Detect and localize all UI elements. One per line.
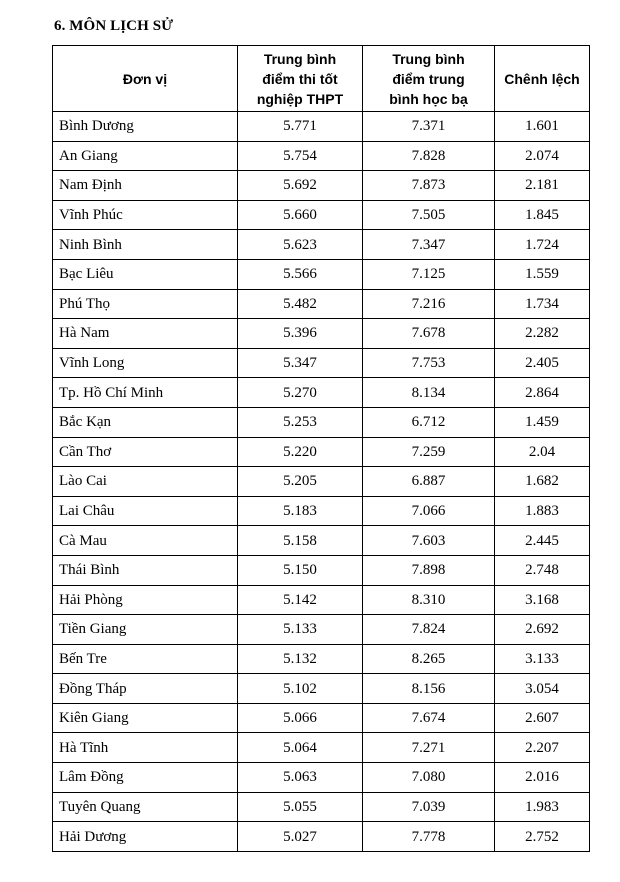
table-row [53, 526, 590, 556]
cell-unit: Lai Châu [53, 496, 238, 526]
cell-unit: Ninh Bình [53, 230, 238, 260]
cell-transcript-avg: 7.271 [363, 733, 495, 763]
cell-exam-avg: 5.066 [238, 703, 363, 733]
header-exam-avg-line-1: Trung bình [263, 50, 337, 67]
cell-difference: 2.864 [495, 378, 590, 408]
cell-difference: 1.559 [495, 259, 590, 289]
cell-difference: 1.601 [495, 112, 590, 142]
cell-transcript-avg: 6.887 [363, 467, 495, 497]
cell-difference: 2.207 [495, 733, 590, 763]
cell-transcript-avg: 7.039 [363, 792, 495, 822]
cell-transcript-avg: 7.505 [363, 200, 495, 230]
cell-exam-avg: 5.142 [238, 585, 363, 615]
table-row [53, 615, 590, 645]
cell-difference: 2.016 [495, 763, 590, 793]
cell-transcript-avg: 7.125 [363, 259, 495, 289]
cell-unit: Lào Cai [53, 467, 238, 497]
header-transcript-avg-line-3: bình học bạ [389, 90, 468, 107]
cell-transcript-avg: 8.310 [363, 585, 495, 615]
header-exam-avg-line-3: nghiệp THPT [256, 90, 344, 107]
table-row [53, 674, 590, 704]
table-row [53, 200, 590, 230]
cell-transcript-avg: 7.898 [363, 555, 495, 585]
table-row [53, 171, 590, 201]
cell-transcript-avg: 7.371 [363, 112, 495, 142]
cell-exam-avg: 5.102 [238, 674, 363, 704]
cell-difference: 3.133 [495, 644, 590, 674]
table-row [53, 289, 590, 319]
table-row [53, 763, 590, 793]
cell-transcript-avg: 7.347 [363, 230, 495, 260]
history-score-table [52, 45, 590, 852]
cell-exam-avg: 5.220 [238, 437, 363, 467]
table-row [53, 407, 590, 437]
table-row [53, 644, 590, 674]
cell-transcript-avg: 7.674 [363, 703, 495, 733]
cell-exam-avg: 5.771 [238, 112, 363, 142]
cell-transcript-avg: 7.778 [363, 822, 495, 852]
cell-unit: Tuyên Quang [53, 792, 238, 822]
cell-unit: Bình Dương [53, 112, 238, 142]
header-exam-avg [238, 46, 363, 112]
cell-transcript-avg: 7.603 [363, 526, 495, 556]
table-row [53, 378, 590, 408]
cell-difference: 2.074 [495, 141, 590, 171]
cell-difference: 1.845 [495, 200, 590, 230]
table-row [53, 822, 590, 852]
table-row [53, 437, 590, 467]
header-unit [53, 46, 238, 112]
section-title: 6. MÔN LỊCH SỬ [54, 18, 174, 34]
table-row [53, 467, 590, 497]
cell-unit: Hải Phòng [53, 585, 238, 615]
cell-exam-avg: 5.150 [238, 555, 363, 585]
cell-difference: 2.692 [495, 615, 590, 645]
cell-unit: Bạc Liêu [53, 259, 238, 289]
cell-transcript-avg: 7.259 [363, 437, 495, 467]
cell-transcript-avg: 8.156 [363, 674, 495, 704]
cell-exam-avg: 5.158 [238, 526, 363, 556]
cell-exam-avg: 5.132 [238, 644, 363, 674]
cell-exam-avg: 5.270 [238, 378, 363, 408]
cell-unit: Cần Thơ [53, 437, 238, 467]
cell-transcript-avg: 7.066 [363, 496, 495, 526]
cell-transcript-avg: 7.080 [363, 763, 495, 793]
cell-difference: 1.734 [495, 289, 590, 319]
cell-transcript-avg: 6.712 [363, 407, 495, 437]
table-header-row [53, 46, 590, 112]
cell-exam-avg: 5.205 [238, 467, 363, 497]
cell-unit: Nam Định [53, 171, 238, 201]
header-transcript-avg [363, 46, 495, 112]
cell-unit: Hà Tĩnh [53, 733, 238, 763]
cell-unit: Tiền Giang [53, 615, 238, 645]
table-row [53, 348, 590, 378]
cell-exam-avg: 5.055 [238, 792, 363, 822]
cell-exam-avg: 5.396 [238, 319, 363, 349]
cell-exam-avg: 5.347 [238, 348, 363, 378]
cell-exam-avg: 5.064 [238, 733, 363, 763]
cell-unit: Vĩnh Phúc [53, 200, 238, 230]
cell-exam-avg: 5.133 [238, 615, 363, 645]
cell-exam-avg: 5.692 [238, 171, 363, 201]
header-transcript-avg-line-1: Trung bình [392, 50, 465, 67]
cell-difference: 2.607 [495, 703, 590, 733]
cell-unit: Bến Tre [53, 644, 238, 674]
cell-difference: 2.445 [495, 526, 590, 556]
cell-difference: 1.883 [495, 496, 590, 526]
header-transcript-avg-line-2: điểm trung [392, 70, 465, 87]
table-row [53, 733, 590, 763]
cell-unit: Vĩnh Long [53, 348, 238, 378]
cell-difference: 2.752 [495, 822, 590, 852]
cell-difference: 2.748 [495, 555, 590, 585]
cell-transcript-avg: 7.216 [363, 289, 495, 319]
cell-exam-avg: 5.754 [238, 141, 363, 171]
cell-exam-avg: 5.183 [238, 496, 363, 526]
header-unit-label: Đơn vị [122, 70, 168, 87]
cell-unit: Đồng Tháp [53, 674, 238, 704]
cell-difference: 1.682 [495, 467, 590, 497]
table-row [53, 259, 590, 289]
cell-difference: 3.054 [495, 674, 590, 704]
cell-difference: 2.282 [495, 319, 590, 349]
table-row [53, 585, 590, 615]
cell-unit: An Giang [53, 141, 238, 171]
cell-transcript-avg: 7.678 [363, 319, 495, 349]
cell-exam-avg: 5.482 [238, 289, 363, 319]
header-exam-avg-line-2: điểm thi tốt [262, 70, 338, 87]
cell-unit: Hải Dương [53, 822, 238, 852]
cell-unit: Thái Bình [53, 555, 238, 585]
cell-exam-avg: 5.623 [238, 230, 363, 260]
cell-unit: Kiên Giang [53, 703, 238, 733]
cell-exam-avg: 5.063 [238, 763, 363, 793]
cell-transcript-avg: 7.873 [363, 171, 495, 201]
cell-unit: Bắc Kạn [53, 407, 238, 437]
cell-transcript-avg: 8.265 [363, 644, 495, 674]
cell-exam-avg: 5.566 [238, 259, 363, 289]
table-row [53, 230, 590, 260]
table-row [53, 703, 590, 733]
cell-unit: Hà Nam [53, 319, 238, 349]
cell-difference: 1.459 [495, 407, 590, 437]
table-body [53, 112, 590, 852]
table-row [53, 792, 590, 822]
header-difference-label: Chênh lệch [504, 70, 580, 87]
cell-transcript-avg: 7.753 [363, 348, 495, 378]
cell-exam-avg: 5.027 [238, 822, 363, 852]
cell-difference: 2.04 [495, 437, 590, 467]
cell-unit: Cà Mau [53, 526, 238, 556]
cell-unit: Tp. Hồ Chí Minh [53, 378, 238, 408]
table-row [53, 141, 590, 171]
table-row [53, 555, 590, 585]
cell-difference: 1.724 [495, 230, 590, 260]
cell-unit: Lâm Đồng [53, 763, 238, 793]
table-row [53, 112, 590, 142]
cell-difference: 2.181 [495, 171, 590, 201]
cell-transcript-avg: 7.824 [363, 615, 495, 645]
cell-difference: 3.168 [495, 585, 590, 615]
cell-exam-avg: 5.660 [238, 200, 363, 230]
cell-transcript-avg: 8.134 [363, 378, 495, 408]
header-difference [495, 46, 590, 112]
cell-difference: 1.983 [495, 792, 590, 822]
table-row [53, 319, 590, 349]
cell-difference: 2.405 [495, 348, 590, 378]
table-row [53, 496, 590, 526]
cell-transcript-avg: 7.828 [363, 141, 495, 171]
cell-exam-avg: 5.253 [238, 407, 363, 437]
cell-unit: Phú Thọ [53, 289, 238, 319]
